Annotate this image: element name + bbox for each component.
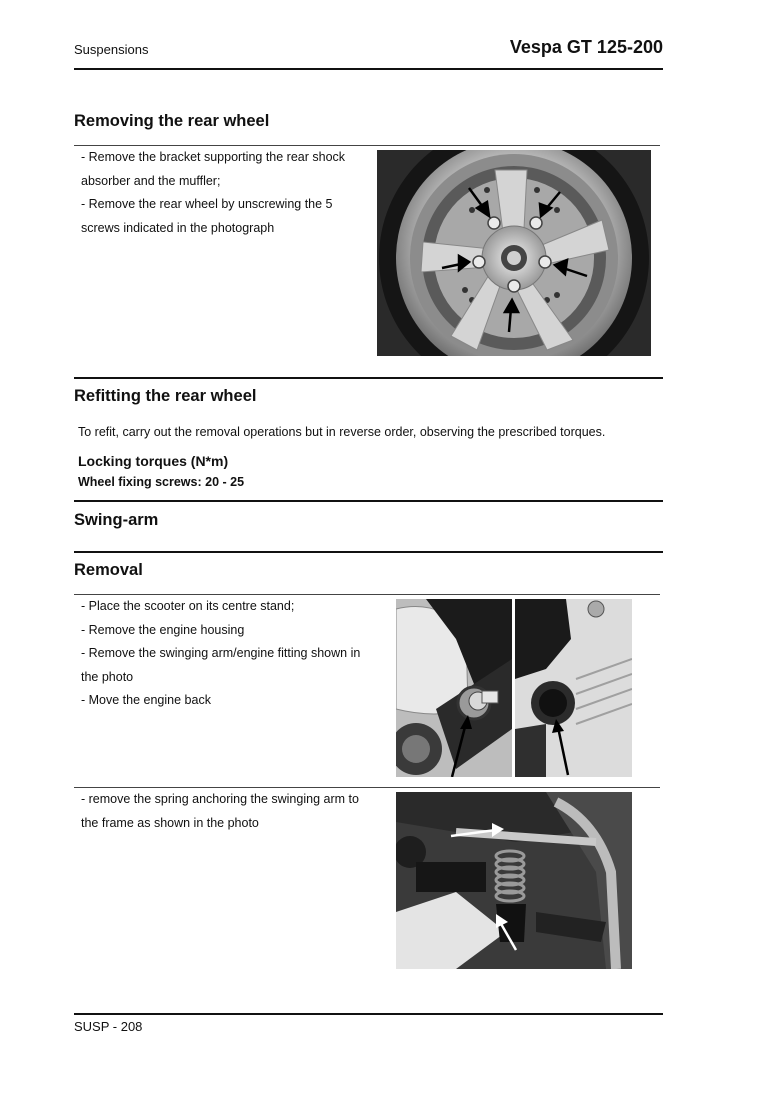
step-line: the photo — [81, 669, 134, 684]
step-line: - Place the scooter on its centre stand; — [81, 599, 295, 613]
step-line: the frame as shown in the photo — [81, 815, 259, 830]
spring-anchor-photo — [396, 792, 632, 969]
page-number: SUSP - 208 — [74, 1019, 143, 1034]
footer-rule — [74, 1013, 663, 1015]
refitting-instructions: To refit, carry out the removal operations but in reverse order, observing the prescribed torques. — [78, 425, 606, 439]
header-section-name: Suspensions — [74, 42, 149, 57]
header-model-title: Vespa GT 125-200 — [509, 37, 663, 57]
step-line: - remove the spring anchoring the swinging arm to — [81, 792, 359, 806]
section-title-swing-arm: Swing-arm — [74, 511, 159, 529]
removal-steps-b — [81, 788, 359, 835]
step-line: - Move the engine back — [81, 693, 211, 707]
header-rule — [74, 68, 663, 70]
removal-steps-a — [81, 595, 360, 713]
section-rule — [74, 551, 663, 553]
removing-steps — [81, 146, 345, 240]
section-rule — [74, 500, 663, 502]
rear-wheel-photo — [377, 150, 651, 356]
engine-fitting-photo — [396, 599, 632, 777]
section-title-removing-rear-wheel: Removing the rear wheel — [74, 112, 270, 130]
section-title-removal: Removal — [74, 561, 143, 579]
step-line: - Remove the swinging arm/engine fitting shown in — [81, 646, 361, 660]
locking-torques-title: Locking torques (N*m) — [78, 453, 229, 469]
step-line: screws indicated in the photograph — [81, 220, 275, 235]
step-line: - Remove the rear wheel by unscrewing the 5 — [81, 197, 333, 211]
wheel-fixing-screws-torque: Wheel fixing screws: 20 - 25 — [78, 475, 245, 489]
step-line: absorber and the muffler; — [81, 173, 221, 188]
section-rule — [74, 377, 663, 379]
step-line: - Remove the bracket supporting the rear shock — [81, 150, 346, 164]
step-line: - Remove the engine housing — [81, 622, 245, 637]
section-title-refitting-rear-wheel: Refitting the rear wheel — [74, 387, 257, 405]
